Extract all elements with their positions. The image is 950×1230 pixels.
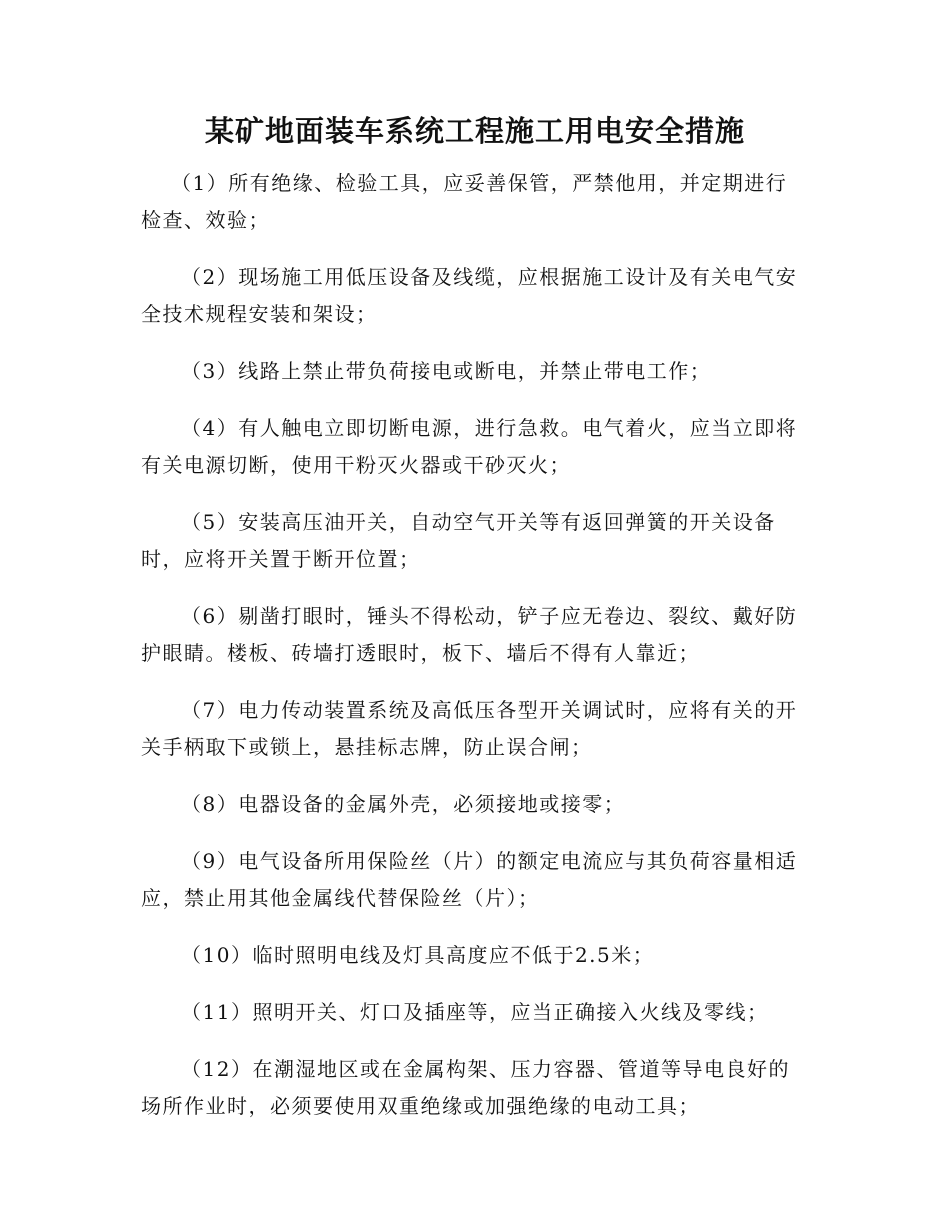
paragraph-7: （7）电力传动装置系统及高低压各型开关调试时，应将有关的开关手柄取下或锁上，悬挂标志牌，防止误合闸； bbox=[141, 698, 798, 759]
paragraph-2: （2）现场施工用低压设备及线缆，应根据施工设计及有关电气安全技术规程安装和架设； bbox=[141, 265, 798, 326]
paragraph-3: （3）线路上禁止带负荷接电或断电，并禁止带电工作； bbox=[181, 359, 712, 383]
paragraph-8: （8）电器设备的金属外壳，必须接地或接零； bbox=[181, 792, 626, 816]
paragraph-11: （11）照明开关、灯口及插座等，应当正确接入火线及零线； bbox=[181, 1000, 769, 1024]
paragraph-10: （10）临时照明电线及灯具高度应不低于2.5米； bbox=[181, 943, 655, 967]
document-title: 某矿地面装车系统工程施工用电安全措施 bbox=[204, 114, 745, 148]
paragraph-6: （6）剔凿打眼时，锤头不得松动，铲子应无卷边、裂纹、戴好防护眼睛。楼板、砖墙打透眼时，板下、墙后不得有人靠近； bbox=[141, 604, 798, 665]
paragraph-12: （12）在潮湿地区或在金属构架、压力容器、管道等导电良好的场所作业时，必须要使用双重绝缘或加强绝缘的电动工具； bbox=[141, 1057, 790, 1118]
paragraph-9: （9）电气设备所用保险丝（片）的额定电流应与其负荷容量相适应，禁止用其他金属线代替保险丝（片）； bbox=[141, 849, 798, 910]
paragraph-1: （1）所有绝缘、检验工具，应妥善保管，严禁他用，并定期进行检查、效验； bbox=[141, 171, 788, 232]
document-body bbox=[141, 165, 805, 1145]
paragraph-4: （4）有人触电立即切断电源，进行急救。电气着火，应当立即将有关电源切断，使用干粉灭火器或干砂灭火； bbox=[141, 416, 798, 477]
paragraph-5: （5）安装高压油开关，自动空气开关等有返回弹簧的开关设备时，应将开关置于断开位置； bbox=[141, 510, 776, 571]
